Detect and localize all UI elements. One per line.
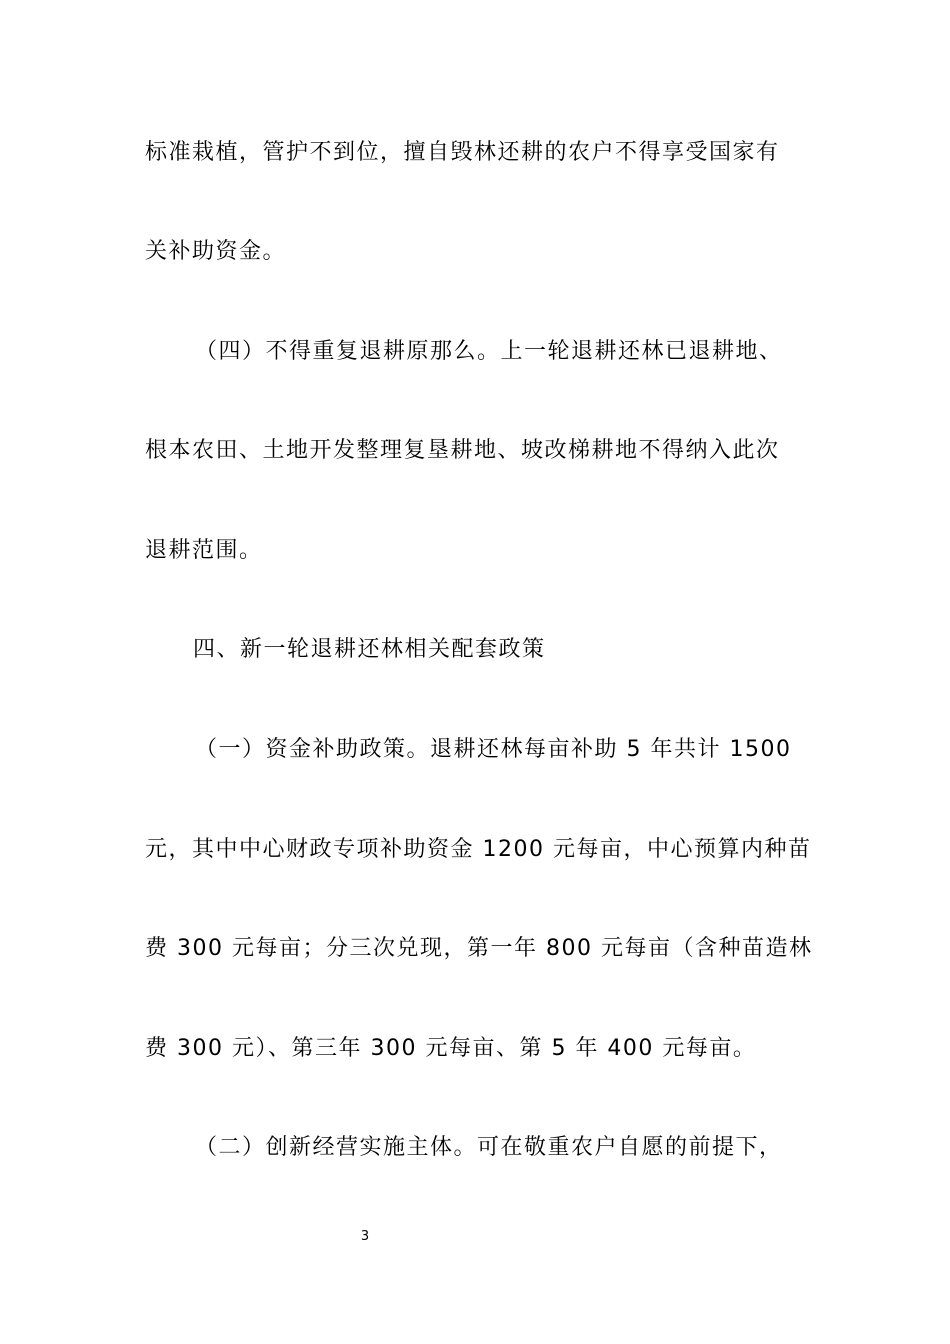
body-text-line: 标准栽植，管护不到位，擅自毁林还耕的农户不得享受国家有 <box>145 140 780 165</box>
subsection-1-paragraph-start: （一）资金补助政策。退耕还林每亩补助 5 年共计 1500 <box>195 737 792 762</box>
page-number: 3 <box>360 1229 370 1244</box>
body-text-line: 费 300 元）、第三年 300 元每亩、第 5 年 400 元每亩。 <box>145 1036 757 1061</box>
section-heading: 四、新一轮退耕还林相关配套政策 <box>193 637 546 662</box>
body-text-line: 关补助资金。 <box>145 239 287 264</box>
body-text-line: 费 300 元每亩；分三次兑现，第一年 800 元每亩（含种苗造林 <box>145 936 813 961</box>
body-text-line: 退耕范围。 <box>145 538 263 563</box>
section-4-paragraph-start: （四）不得重复退耕原那么。上一轮退耕还林已退耕地、 <box>195 339 783 364</box>
body-text-line: 元，其中中心财政专项补助资金 1200 元每亩，中心预算内种苗 <box>145 837 812 862</box>
body-text-line: 根本农田、土地开发整理复垦耕地、坡改梯耕地不得纳入此次 <box>145 438 780 463</box>
subsection-2-paragraph-start: （二）创新经营实施主体。可在敬重农户自愿的前提下， <box>195 1135 783 1160</box>
